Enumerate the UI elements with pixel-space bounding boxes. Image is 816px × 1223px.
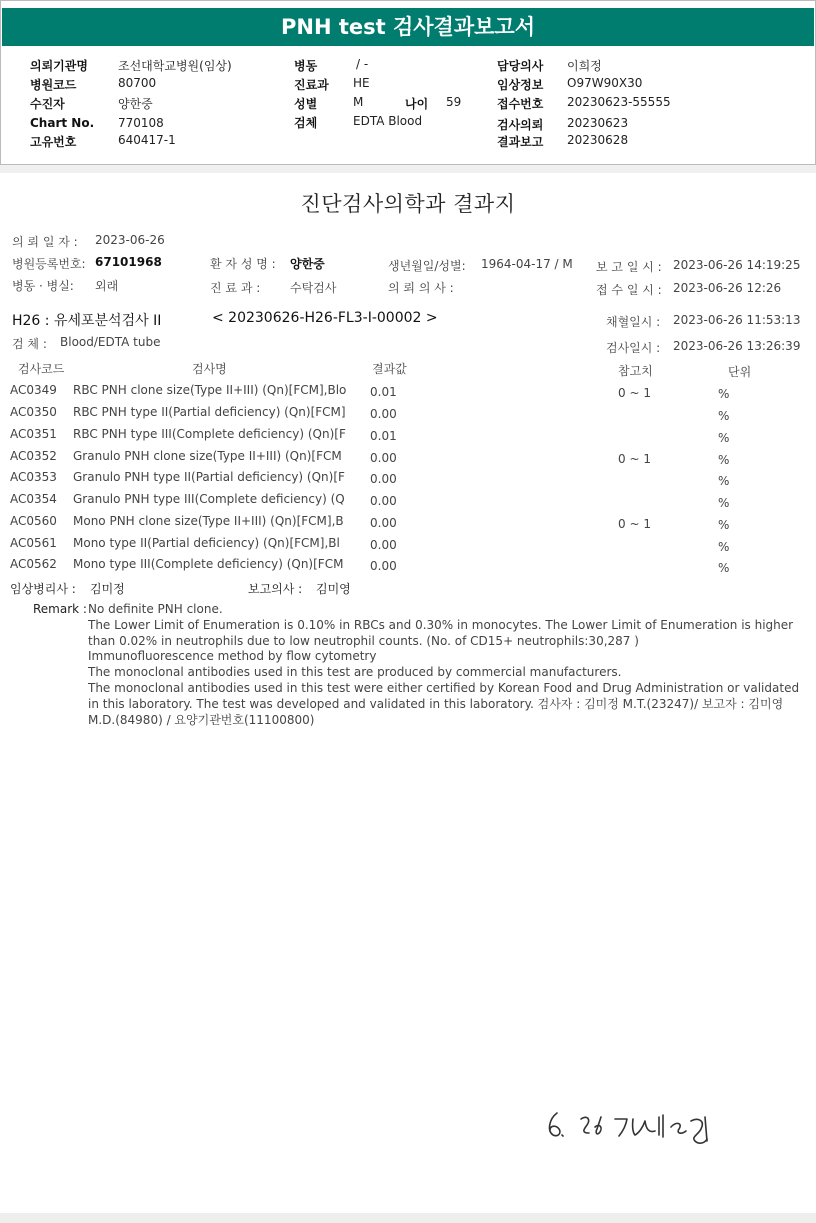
row-code: AC0349	[10, 383, 57, 397]
remark-text	[88, 602, 800, 728]
header-title: PNH test 검사결과보고서	[2, 8, 814, 46]
row-result: 0.01	[370, 385, 397, 399]
reg-no-label: 병원등록번호:	[12, 257, 86, 271]
table-row	[0, 449, 816, 471]
reg-no-value: 67101968	[95, 255, 162, 269]
row-result: 0.01	[370, 429, 397, 443]
table-row	[0, 536, 816, 558]
row-result: 0.00	[370, 516, 397, 530]
row-code: AC0561	[10, 536, 57, 550]
section-divider	[0, 165, 816, 173]
table-row	[0, 427, 816, 449]
specimen-value: Blood/EDTA tube	[60, 335, 161, 349]
field-value-patient: 양한중	[118, 97, 153, 111]
row-result: 0.00	[370, 451, 397, 465]
row-unit: %	[718, 561, 730, 575]
field-value-doctor: 이희정	[567, 59, 602, 73]
collected-time-label: 채혈일시 :	[606, 315, 661, 329]
row-result: 0.00	[370, 538, 397, 552]
remark-label: Remark :	[33, 602, 87, 616]
pathologist-value: 김미정	[90, 582, 125, 596]
field-label-request-date: 검사의뢰	[497, 118, 544, 132]
report-time-label: 보 고 일 시 :	[596, 260, 662, 274]
remark-line: The Lower Limit of Enumeration is 0.10% in RBCs and 0.30% in monocytes. The Lower Limit of Enumeration is higher than 0.02% in neutrophils due to low neutrophil counts. (No. of CD15+ neutrophils:30,287 )	[88, 617, 794, 648]
dept-label: 진 료 과 :	[210, 281, 261, 295]
row-unit: %	[718, 496, 730, 510]
field-value-chart-no: 770108	[118, 116, 164, 130]
ordering-doctor-label: 의 뢰 의 사 :	[388, 281, 454, 295]
row-code: AC0560	[10, 514, 57, 528]
row-result: 0.00	[370, 472, 397, 486]
table-row	[0, 405, 816, 427]
row-unit: %	[718, 474, 730, 488]
pathologist-label: 임상병리사 :	[10, 582, 76, 596]
field-value-institution: 조선대학교병원(임상)	[118, 59, 232, 73]
field-value-specimen: EDTA Blood	[353, 114, 423, 128]
report-time-value: 2023-06-26 14:19:25	[673, 258, 801, 272]
row-code: AC0353	[10, 470, 57, 484]
field-label-accession-no: 접수번호	[497, 97, 544, 111]
remark-line: The monoclonal antibodies used in this test were either certified by Korean Food and Drug Administration or validated in this laboratory. The test was developed and validated in this laboratory. 검사자 : 김미정 M.T.(23247)/ 보고자 : 김미영 M.D.(84980) / 요양기관번호(11100800)	[88, 680, 800, 727]
field-label-hospital-code: 병원코드	[30, 78, 77, 92]
row-test-name: RBC PNH type II(Partial deficiency) (Qn)[FCM]	[73, 405, 346, 419]
table-row	[0, 557, 816, 579]
tested-time-label: 검사일시 :	[606, 341, 661, 355]
table-row	[0, 470, 816, 492]
remark-line: The monoclonal antibodies used in this test are produced by commercial manufacturers.	[88, 665, 622, 680]
dob-sex-label: 생년월일/성별:	[388, 259, 466, 273]
field-value-request-date: 20230623	[567, 116, 629, 130]
reporter-value: 김미영	[316, 582, 351, 596]
received-time-value: 2023-06-26 12:26	[673, 281, 782, 295]
col-header-result: 결과값	[372, 362, 407, 376]
row-test-name: Mono type II(Partial deficiency) (Qn)[FCM],Bl	[73, 536, 340, 550]
row-result: 0.00	[370, 559, 397, 573]
field-label-patient: 수진자	[30, 97, 65, 111]
field-label-specimen: 검체	[294, 116, 318, 130]
received-time-label: 접 수 일 시 :	[596, 283, 662, 297]
report-title: 진단검사의학과 결과지	[300, 192, 516, 216]
row-result: 0.00	[370, 407, 397, 421]
row-test-name: Mono type III(Complete deficiency) (Qn)[FCM	[73, 557, 344, 571]
field-value-accession-no: 20230623-55555	[567, 95, 671, 109]
col-header-name: 검사명	[192, 362, 227, 376]
col-header-unit: 단위	[728, 365, 752, 379]
field-value-report-date: 20230628	[567, 133, 629, 147]
row-code: AC0352	[10, 449, 57, 463]
row-code: AC0562	[10, 557, 57, 571]
row-test-name: Granulo PNH type II(Partial deficiency) (Qn)[F	[73, 470, 345, 484]
row-test-name: RBC PNH clone size(Type II+III) (Qn)[FCM],Blo	[73, 383, 347, 397]
row-unit: %	[718, 431, 730, 445]
row-unit: %	[718, 518, 730, 532]
row-code: AC0354	[10, 492, 57, 506]
row-unit: %	[718, 453, 730, 467]
field-value-ward: / -	[356, 57, 369, 71]
row-result: 0.00	[370, 494, 397, 508]
field-label-clinical-info: 임상정보	[497, 78, 544, 92]
specimen-label: 검 체 :	[12, 337, 47, 351]
field-label-chart-no: Chart No.	[30, 116, 95, 130]
test-group: H26 : 유세포분석검사 II	[12, 313, 162, 329]
dob-sex-value: 1964-04-17 / M	[481, 257, 573, 271]
row-reference: 0 ~ 1	[618, 452, 651, 466]
row-unit: %	[718, 387, 730, 401]
field-label-doctor: 담당의사	[497, 59, 544, 73]
sample-id: < 20230626-H26-FL3-I-00002 >	[212, 310, 438, 326]
tested-time-value: 2023-06-26 13:26:39	[673, 339, 801, 353]
row-unit: %	[718, 540, 730, 554]
field-value-sex: M	[353, 95, 364, 109]
field-label-department: 진료과	[294, 78, 329, 92]
field-label-report-date: 결과보고	[497, 135, 544, 149]
row-test-name: RBC PNH type III(Complete deficiency) (Qn)[F	[73, 427, 346, 441]
col-header-ref: 참고치	[618, 364, 653, 378]
patient-name-label: 환 자 성 명 :	[210, 257, 276, 271]
collected-time-value: 2023-06-26 11:53:13	[673, 313, 801, 327]
field-label-sex: 성별	[294, 97, 318, 111]
handwritten-signature	[545, 1105, 725, 1150]
row-reference: 0 ~ 1	[618, 517, 651, 531]
field-label-age: 나이	[405, 97, 429, 111]
field-label-institution: 의뢰기관명	[30, 59, 88, 73]
field-value-department: HE	[353, 76, 370, 90]
table-row	[0, 514, 816, 536]
field-value-unique-no: 640417-1	[118, 133, 176, 147]
ward-label: 병동 · 병실:	[12, 279, 74, 293]
field-value-hospital-code: 80700	[118, 76, 157, 90]
request-date-label: 의 뢰 일 자 :	[12, 235, 78, 249]
row-test-name: Granulo PNH type III(Complete deficiency) (Q	[73, 492, 345, 506]
field-label-unique-no: 고유번호	[30, 135, 77, 149]
row-test-name: Mono PNH clone size(Type II+III) (Qn)[FCM],B	[73, 514, 344, 528]
table-row	[0, 383, 816, 405]
field-value-clinical-info: O97W90X30	[567, 76, 643, 90]
row-test-name: Granulo PNH clone size(Type II+III) (Qn)[FCM	[73, 449, 342, 463]
remark-line: No definite PNH clone.	[88, 602, 223, 616]
remark-line: Immunofluorescence method by flow cytometry	[88, 649, 377, 664]
field-label-ward: 병동	[294, 59, 318, 73]
page-bottom-band	[0, 1213, 816, 1223]
row-code: AC0351	[10, 427, 57, 441]
field-value-age: 59	[446, 95, 462, 109]
request-date-value: 2023-06-26	[95, 233, 165, 247]
row-unit: %	[718, 409, 730, 423]
reporter-label: 보고의사 :	[248, 582, 303, 596]
ward-value: 외래	[95, 279, 119, 293]
patient-name-value: 양한중	[290, 257, 325, 271]
row-code: AC0350	[10, 405, 57, 419]
col-header-code: 검사코드	[18, 362, 65, 376]
row-reference: 0 ~ 1	[618, 386, 651, 400]
dept-value: 수탁검사	[290, 281, 337, 295]
table-row	[0, 492, 816, 514]
